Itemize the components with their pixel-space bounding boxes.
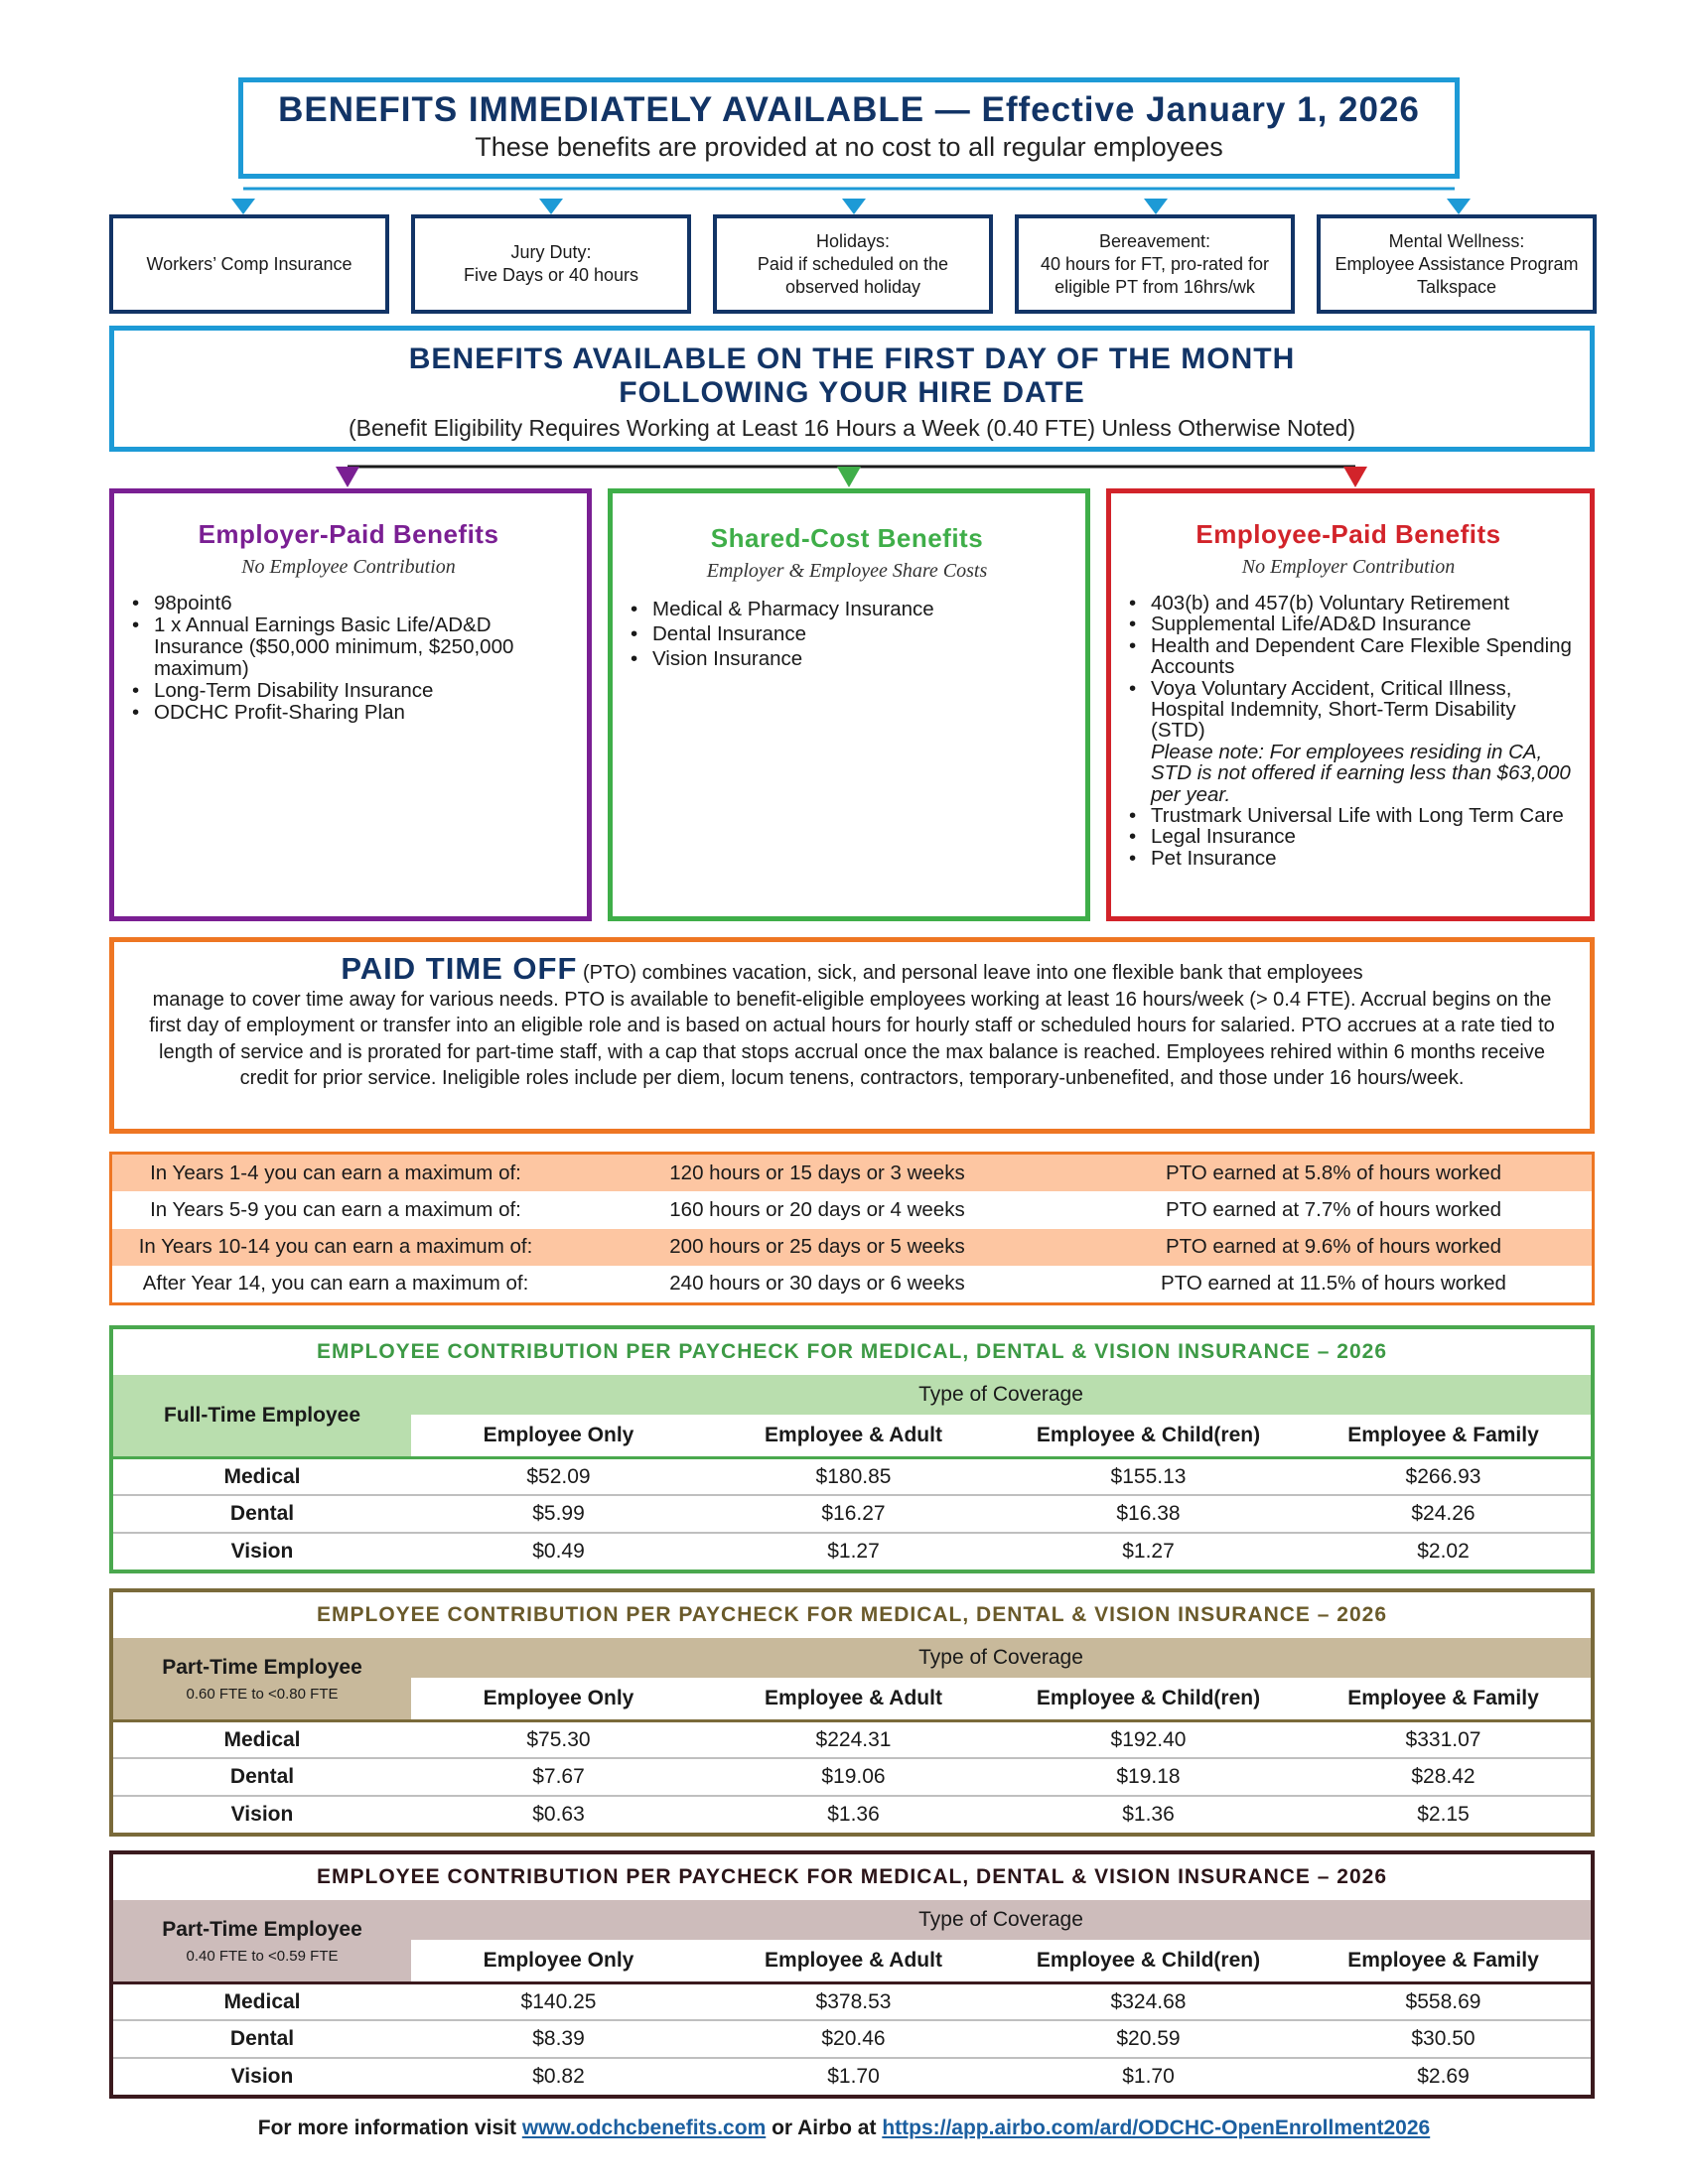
pto-max: 240 hours or 30 days or 6 weeks <box>669 1272 965 1296</box>
employee-type: Part-Time Employee <box>162 1917 362 1941</box>
table-row <box>113 1795 1591 1833</box>
table-row <box>112 1155 1592 1191</box>
coverage-columns <box>411 1678 1591 1719</box>
cell-value: $192.40 <box>1110 1727 1187 1751</box>
cell-value: $331.07 <box>1405 1727 1481 1751</box>
first-month-title-line2: FOLLOWING YOUR HIRE DATE <box>619 376 1085 409</box>
table-row <box>113 1981 1591 2019</box>
cell-value: $75.30 <box>526 1727 591 1751</box>
list-item: • Trustmark Universal Life with Long Term Care <box>1125 805 1572 826</box>
pto-max: 200 hours or 25 days or 5 weeks <box>669 1235 965 1259</box>
cell-value: $224.31 <box>815 1727 892 1751</box>
cell-value: $28.42 <box>1411 1765 1476 1788</box>
column-header: Employee & Family <box>1347 1687 1539 1709</box>
table-row <box>113 2057 1591 2095</box>
immediate-benefits-subtitle: These benefits are provided at no cost to all regular employees <box>475 132 1223 162</box>
arrow-down-icon <box>539 199 563 214</box>
pto-rate: PTO earned at 11.5% of hours worked <box>1161 1272 1506 1296</box>
employee-paid-column <box>1106 488 1595 921</box>
column-header: Employee & Family <box>1347 1424 1539 1446</box>
cell-value: $7.67 <box>532 1765 585 1788</box>
immediate-line: Five Days or 40 hours <box>463 265 639 285</box>
arrow-down-icon <box>336 467 359 487</box>
table-row <box>113 1532 1591 1570</box>
pto-accrual-table <box>109 1152 1595 1305</box>
table-row <box>112 1191 1592 1228</box>
immediate-line: Holidays: <box>815 230 890 251</box>
row-label: Medical <box>223 1727 301 1751</box>
employee-type-cell <box>113 1900 411 1981</box>
table-row <box>112 1229 1592 1266</box>
immediate-bereavement <box>1015 214 1295 314</box>
contribution-table-title: EMPLOYEE CONTRIBUTION PER PAYCHECK FOR MEDICAL, DENTAL & VISION INSURANCE – 2026 <box>316 1865 1388 1888</box>
cell-value: $324.68 <box>1110 1989 1187 2013</box>
immediate-line: Employee Assistance Program <box>1335 253 1579 274</box>
pto-description <box>114 951 1590 1092</box>
arrow-down-icon <box>1144 199 1168 214</box>
type-of-coverage-label: Type of Coverage <box>918 1646 1083 1669</box>
immediate-line: Paid if scheduled on the <box>757 253 949 274</box>
list-item: • Medical & Pharmacy Insurance <box>627 597 1067 621</box>
cell-value: $2.15 <box>1417 1803 1470 1826</box>
std-note: Please note: For employees residing in CA, STD is not offered if earning less than $63,000 per year. <box>1151 740 1571 806</box>
list-item: • Health and Dependent Care Flexible Spending Accounts <box>1125 635 1572 678</box>
immediate-line: Talkspace <box>1416 276 1497 297</box>
cell-value: $19.18 <box>1116 1765 1181 1788</box>
employee-paid-subtitle: No Employer Contribution <box>1241 556 1456 578</box>
cell-value: $1.36 <box>827 1803 880 1826</box>
row-label: Vision <box>230 1803 294 1826</box>
type-of-coverage-label: Type of Coverage <box>918 1908 1083 1931</box>
column-header: Employee & Adult <box>765 1687 942 1709</box>
pto-years: In Years 1-4 you can earn a maximum of: <box>150 1160 521 1184</box>
first-month-subtitle: (Benefit Eligibility Requires Working at Least 16 Hours a Week (0.40 FTE) Unless Otherwise Noted) <box>348 415 1356 441</box>
first-month-benefits-header <box>109 326 1595 452</box>
shared-cost-list <box>627 597 1067 671</box>
table-row <box>113 1456 1591 1494</box>
footer-prefix: For more information visit <box>257 2116 522 2139</box>
employer-paid-title: Employer-Paid Benefits <box>198 519 499 549</box>
cell-value: $140.25 <box>520 1989 597 2013</box>
immediate-workers-comp <box>109 214 389 314</box>
cell-value: $378.53 <box>815 1989 892 2013</box>
pto-max: 120 hours or 15 days or 3 weeks <box>669 1160 965 1184</box>
type-of-coverage-label: Type of Coverage <box>918 1383 1083 1406</box>
immediate-jury-duty <box>411 214 691 314</box>
cell-value: $0.63 <box>532 1803 585 1826</box>
pto-rate: PTO earned at 9.6% of hours worked <box>1165 1235 1502 1259</box>
row-label: Medical <box>223 1989 301 2013</box>
employee-type: Part-Time Employee <box>162 1655 362 1679</box>
column-header: Employee & Adult <box>765 1424 942 1446</box>
pto-title: PAID TIME OFF <box>341 951 578 986</box>
shared-cost-title: Shared-Cost Benefits <box>710 523 984 553</box>
list-item: • 403(b) and 457(b) Voluntary Retirement <box>1125 593 1572 614</box>
immediate-mental-wellness <box>1317 214 1597 314</box>
cell-value: $266.93 <box>1405 1464 1481 1488</box>
immediate-benefits-title: BENEFITS IMMEDIATELY AVAILABLE — Effective January 1, 2026 <box>278 90 1420 129</box>
contribution-table-full-time <box>109 1325 1595 1573</box>
cell-value: $0.82 <box>532 2065 585 2088</box>
list-item: • 98point6 <box>128 593 569 614</box>
column-header: Employee & Child(ren) <box>1036 1687 1261 1709</box>
arrow-down-icon <box>837 467 861 487</box>
table-row <box>113 1757 1591 1795</box>
arrow-down-icon <box>1447 199 1471 214</box>
list-item: • Legal Insurance <box>1125 826 1572 847</box>
contribution-table-part-time-40 <box>109 1850 1595 2099</box>
list-item: • Long-Term Disability Insurance <box>128 680 569 702</box>
list-item: • Supplemental Life/AD&D Insurance <box>1125 614 1572 634</box>
shared-cost-subtitle: Employer & Employee Share Costs <box>706 560 988 582</box>
list-item: • 1 x Annual Earnings Basic Life/AD&D Insurance ($50,000 minimum, $250,000 maximum) <box>128 614 569 680</box>
immediate-line: Workers’ Comp Insurance <box>146 253 352 274</box>
list-item: • ODCHC Profit-Sharing Plan <box>128 702 569 724</box>
immediate-line: 40 hours for FT, pro-rated for <box>1040 253 1270 274</box>
table-row <box>113 2019 1591 2057</box>
cell-value: $5.99 <box>532 1502 585 1525</box>
immediate-line: Bereavement: <box>1098 230 1211 251</box>
pto-years: In Years 10-14 you can earn a maximum of: <box>138 1235 533 1259</box>
table-row <box>113 1719 1591 1757</box>
pto-max: 160 hours or 20 days or 4 weeks <box>669 1197 965 1221</box>
row-label: Vision <box>230 2065 294 2088</box>
pto-years: In Years 5-9 you can earn a maximum of: <box>150 1197 521 1221</box>
contribution-table-title: EMPLOYEE CONTRIBUTION PER PAYCHECK FOR MEDICAL, DENTAL & VISION INSURANCE – 2026 <box>316 1340 1388 1363</box>
cell-value: $24.26 <box>1411 1502 1476 1525</box>
immediate-line: Jury Duty: <box>510 242 592 262</box>
immediate-line: Mental Wellness: <box>1388 230 1525 251</box>
contribution-table-header <box>113 1375 1591 1456</box>
immediate-holidays <box>713 214 993 314</box>
row-label: Dental <box>229 1765 295 1788</box>
pto-rate: PTO earned at 5.8% of hours worked <box>1165 1160 1502 1184</box>
cell-value: $558.69 <box>1405 1989 1481 2013</box>
cell-value: $8.39 <box>532 2027 585 2050</box>
employer-paid-subtitle: No Employee Contribution <box>241 556 456 578</box>
employee-type-cell <box>113 1375 411 1456</box>
table-row <box>112 1266 1592 1302</box>
airbo-link[interactable]: https://app.airbo.com/ard/ODCHC-OpenEnrollment2026 <box>882 2116 1431 2139</box>
arrow-down-icon <box>1343 467 1367 487</box>
footer-middle: or Airbo at <box>766 2116 883 2139</box>
cell-value: $16.27 <box>821 1502 886 1525</box>
pto-rate: PTO earned at 7.7% of hours worked <box>1165 1197 1502 1221</box>
employee-paid-list <box>1125 593 1572 869</box>
list-item: • Voya Voluntary Accident, Critical Illness, Hospital Indemnity, Short-Term Disability (STD) <box>1125 678 1572 742</box>
column-header: Employee Only <box>483 1949 634 1972</box>
contribution-table-part-time-60 <box>109 1588 1595 1837</box>
column-header: Employee & Child(ren) <box>1036 1424 1261 1446</box>
table-row <box>113 1494 1591 1532</box>
shared-cost-column <box>608 488 1090 921</box>
column-header: Employee & Family <box>1347 1949 1539 1972</box>
cell-value: $1.36 <box>1122 1803 1175 1826</box>
cell-value: $52.09 <box>526 1464 591 1488</box>
benefits-site-link[interactable]: www.odchcbenefits.com <box>521 2116 767 2139</box>
employer-paid-column <box>109 488 592 921</box>
cell-value: $0.49 <box>532 1540 585 1563</box>
cell-value: $2.69 <box>1417 2065 1470 2088</box>
pto-years: After Year 14, you can earn a maximum of: <box>142 1272 529 1296</box>
column-header: Employee & Child(ren) <box>1036 1949 1261 1972</box>
cell-value: $155.13 <box>1110 1464 1187 1488</box>
coverage-columns <box>411 1940 1591 1981</box>
row-label: Medical <box>223 1464 301 1488</box>
cell-value: $2.02 <box>1417 1540 1470 1563</box>
row-label: Dental <box>229 2027 295 2050</box>
fte-range: 0.60 FTE to <0.80 FTE <box>186 1685 339 1703</box>
coverage-columns <box>411 1415 1591 1456</box>
list-item: • Vision Insurance <box>627 646 1067 671</box>
employee-paid-title: Employee-Paid Benefits <box>1196 519 1501 549</box>
immediate-line: eligible PT from 16hrs/wk <box>1055 276 1255 297</box>
contribution-table-header <box>113 1638 1591 1719</box>
row-label: Dental <box>229 1502 295 1525</box>
cell-value: $30.50 <box>1411 2027 1476 2050</box>
list-item: • Pet Insurance <box>1125 848 1572 869</box>
footer <box>0 2116 1688 2140</box>
arrow-down-icon <box>842 199 866 214</box>
cell-value: $1.70 <box>1122 2065 1175 2088</box>
column-header: Employee Only <box>483 1424 634 1446</box>
arrow-down-icon <box>231 199 255 214</box>
cell-value: $20.59 <box>1116 2027 1181 2050</box>
cell-value: $180.85 <box>815 1464 892 1488</box>
employee-type-cell <box>113 1638 411 1719</box>
first-month-title-line1: BENEFITS AVAILABLE ON THE FIRST DAY OF THE MONTH <box>408 342 1296 375</box>
pto-text-rest: manage to cover time away for various needs. PTO is available to benefit-eligible employees working at least 16 hours/week (> 0.4 FTE). Accrual begins on the first day of employment or transfer into an eligible role and is based on actual hours for hourly staff or scheduled hours for salaried. PTO accrues at a rate tied to length of service and is prorated for part-time staff, with a cap that stops accrual once the max balance is reached. Employees rehired within 6 months receive credit for prior service. Ineligible roles include per diem, locum tenens, contractors, temporary-unbenefited, and those under 16 hours/week. <box>149 988 1555 1089</box>
list-item: • Dental Insurance <box>627 621 1067 646</box>
column-header: Employee Only <box>483 1687 634 1709</box>
cell-value: $1.27 <box>1122 1540 1175 1563</box>
cell-value: $1.70 <box>827 2065 880 2088</box>
columns-connector <box>0 452 1688 489</box>
immediate-connector <box>0 179 1688 214</box>
cell-value: $20.46 <box>821 2027 886 2050</box>
immediate-line: observed holiday <box>784 276 921 297</box>
fte-range: 0.40 FTE to <0.59 FTE <box>186 1947 339 1965</box>
cell-value: $16.38 <box>1116 1502 1181 1525</box>
pto-section <box>109 937 1595 1134</box>
row-label: Vision <box>230 1540 294 1563</box>
immediate-benefits-header <box>238 77 1460 179</box>
employer-paid-list <box>128 593 569 724</box>
contribution-table-title: EMPLOYEE CONTRIBUTION PER PAYCHECK FOR MEDICAL, DENTAL & VISION INSURANCE – 2026 <box>316 1603 1388 1626</box>
cell-value: $1.27 <box>827 1540 880 1563</box>
pto-text-line1: (PTO) combines vacation, sick, and personal leave into one flexible bank that employees <box>577 962 1363 984</box>
contribution-table-header <box>113 1900 1591 1981</box>
column-header: Employee & Adult <box>765 1949 942 1972</box>
employee-type: Full-Time Employee <box>164 1404 360 1427</box>
cell-value: $19.06 <box>821 1765 886 1788</box>
